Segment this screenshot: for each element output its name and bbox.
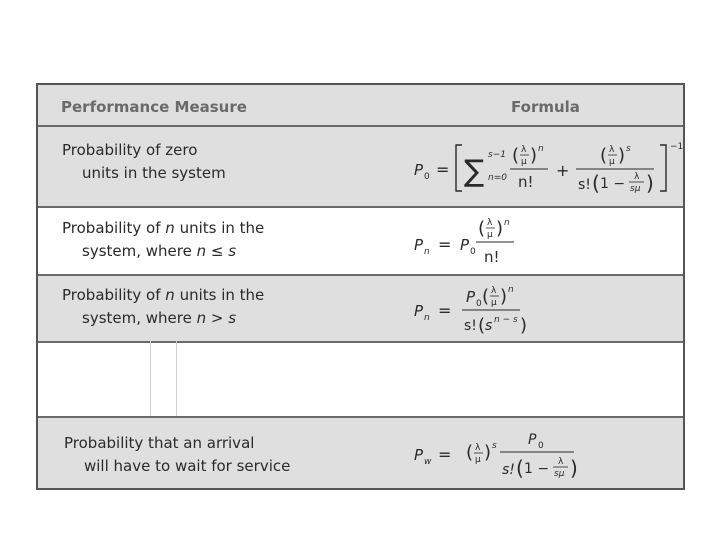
svg-text:s: s: [626, 144, 631, 154]
svg-text:μ: μ: [475, 455, 481, 465]
svg-text:=: =: [438, 445, 452, 464]
svg-text:−1: −1: [670, 142, 684, 152]
queue-formula-table: [36, 83, 685, 490]
svg-text:n: n: [508, 285, 514, 295]
formula-p0: [408, 135, 684, 199]
svg-text:s!: s!: [502, 462, 515, 478]
divider: [176, 341, 177, 416]
svg-text:s−1: s−1: [488, 150, 506, 160]
svg-text:n!: n!: [518, 173, 534, 191]
svg-text:n − s: n − s: [494, 315, 518, 325]
svg-text:0: 0: [470, 247, 476, 257]
svg-text:s!: s!: [464, 318, 477, 334]
measure-text: Probability of n units in the system, where n > s: [62, 286, 265, 327]
table-row: [38, 125, 683, 206]
svg-text:μ: μ: [487, 230, 493, 240]
svg-text:P: P: [528, 432, 537, 448]
svg-text:): ): [530, 145, 538, 166]
svg-text:P: P: [466, 288, 476, 306]
svg-text:=: =: [438, 301, 452, 320]
svg-text:): ): [618, 145, 626, 166]
svg-text:): ): [496, 218, 504, 239]
svg-text:P: P: [414, 302, 424, 320]
svg-text:0: 0: [476, 299, 482, 309]
svg-text:(: (: [516, 456, 524, 480]
svg-text:sμ: sμ: [554, 469, 565, 479]
formula-pw: [408, 422, 608, 482]
svg-text:1 −: 1 −: [524, 461, 550, 477]
svg-text:λ: λ: [521, 145, 527, 155]
measure-text: Probability that an arrival will have to wait for service: [64, 434, 291, 475]
svg-text:(: (: [592, 171, 600, 195]
svg-text:0: 0: [424, 172, 430, 182]
svg-text:s: s: [485, 318, 493, 334]
svg-text:0: 0: [538, 441, 544, 451]
divider: [150, 341, 151, 416]
svg-text:P: P: [460, 236, 470, 254]
svg-text:): ): [500, 286, 508, 307]
svg-text:λ: λ: [491, 286, 497, 296]
table-header-row: [38, 85, 683, 125]
svg-text:=: =: [438, 235, 452, 254]
svg-text:λ: λ: [634, 172, 640, 182]
svg-text:=: =: [436, 160, 450, 179]
svg-text:(: (: [478, 315, 486, 336]
svg-text:): ): [570, 456, 578, 480]
table-row-empty: [38, 341, 683, 416]
svg-text:n=0: n=0: [488, 173, 507, 183]
formula-pn-le: [408, 212, 568, 272]
svg-text:(: (: [478, 218, 486, 239]
formula-pn-gt: [408, 278, 578, 338]
svg-text:(: (: [512, 145, 520, 166]
svg-text:λ: λ: [609, 145, 615, 155]
header-formula: Formula: [511, 98, 580, 116]
svg-text:(: (: [466, 442, 474, 463]
svg-text:): ): [646, 171, 654, 195]
measure-text: Probability of zero units in the system: [62, 141, 226, 182]
table-row: [38, 274, 683, 341]
header-performance-measure: Performance Measure: [61, 98, 247, 116]
svg-text:): ): [484, 442, 492, 463]
svg-text:w: w: [424, 457, 432, 467]
svg-text:μ: μ: [609, 157, 615, 167]
svg-text:∑: ∑: [464, 154, 485, 189]
svg-text:+: +: [556, 161, 570, 180]
svg-text:n: n: [424, 313, 430, 323]
svg-text:λ: λ: [475, 443, 481, 453]
svg-text:n: n: [538, 144, 544, 154]
svg-text:(: (: [600, 145, 608, 166]
svg-text:): ): [520, 315, 528, 336]
svg-text:P: P: [414, 236, 424, 254]
svg-text:s: s: [492, 441, 497, 451]
svg-text:sμ: sμ: [630, 184, 641, 194]
svg-text:s!: s!: [578, 177, 591, 193]
svg-text:P: P: [414, 446, 424, 464]
svg-text:μ: μ: [491, 298, 497, 308]
table-row: [38, 206, 683, 274]
svg-text:λ: λ: [558, 457, 564, 467]
svg-text:λ: λ: [487, 218, 493, 228]
table-row: [38, 416, 683, 488]
svg-text:P: P: [414, 161, 424, 179]
svg-text:n: n: [424, 247, 430, 257]
svg-text:n: n: [504, 218, 510, 228]
svg-text:(: (: [482, 286, 490, 307]
svg-text:1 −: 1 −: [600, 176, 626, 192]
svg-text:μ: μ: [521, 157, 527, 167]
svg-text:n!: n!: [484, 248, 500, 266]
measure-text: Probability of n units in the system, where n ≤ s: [62, 219, 265, 260]
